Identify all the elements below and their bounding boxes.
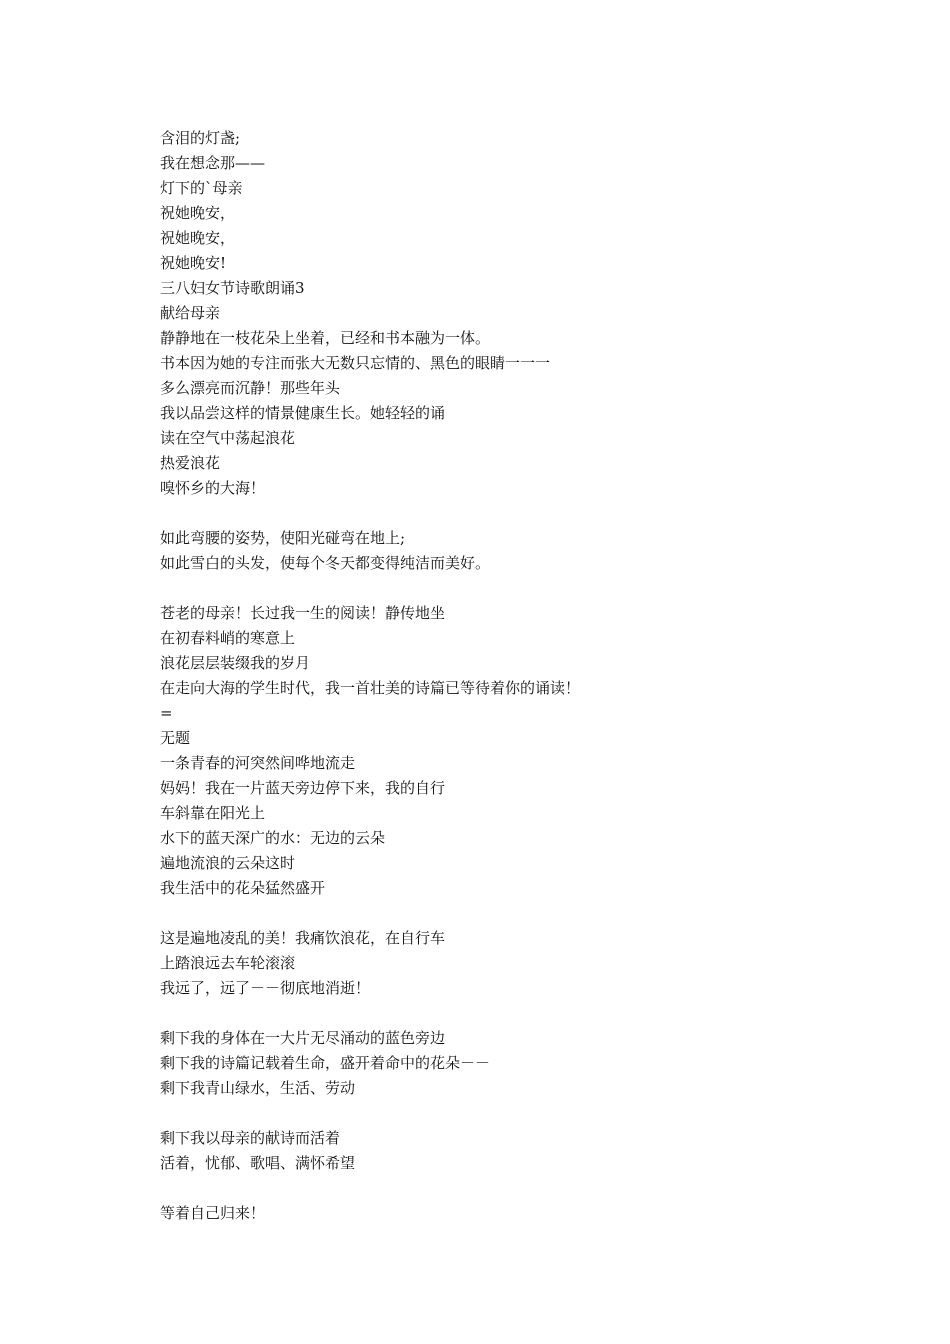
text-line: 我在想念那—— <box>160 154 266 172</box>
text-line: 浪花层层装缀我的岁月 <box>160 654 311 672</box>
poem-title: 无题 <box>160 729 191 747</box>
text-line: 如此雪白的头发，使每个冬天都变得纯洁而美好。 <box>160 554 491 572</box>
text-line: 如此弯腰的姿势，使阳光碰弯在地上; <box>160 529 406 547</box>
section-title: 三八妇女节诗歌朗诵3 <box>160 279 305 297</box>
text-line: 上踏浪远去车轮滚滚 <box>160 954 296 972</box>
text-line: 书本因为她的专注而张大无数只忘情的、黑色的眼睛一一一 <box>160 354 551 372</box>
text-line: 剩下我青山绿水，生活、劳动 <box>160 1079 356 1097</box>
text-line: 活着，忧郁、歌唱、满怀希望 <box>160 1154 356 1172</box>
stanza-break <box>160 501 880 526</box>
stanza-break <box>160 1001 880 1026</box>
text-line: 灯下的`母亲 <box>160 179 243 197</box>
text-line: 剩下我的诗篇记载着生命，盛开着命中的花朵－－ <box>160 1054 491 1072</box>
text-line: 在走向大海的学生时代，我一首壮美的诗篇已等待着你的诵读！ <box>160 679 581 697</box>
text-line: 遍地流浪的云朵这时 <box>160 854 296 872</box>
text-line: 静静地在一枝花朵上坐着，已经和书本融为一体。 <box>160 329 491 347</box>
text-line: 我以品尝这样的情景健康生长。她轻轻的诵 <box>160 404 446 422</box>
poem-title: 献给母亲 <box>160 304 221 322</box>
stanza-break <box>160 901 880 926</box>
text-line: 嗅怀乡的大海！ <box>160 479 266 497</box>
text-line: 祝她晚安， <box>160 229 236 247</box>
text-line: 读在空气中荡起浪花 <box>160 429 296 447</box>
stanza-break <box>160 576 880 601</box>
text-line: 车斜靠在阳光上 <box>160 804 266 822</box>
text-line: 妈妈！我在一片蓝天旁边停下来，我的自行 <box>160 779 446 797</box>
text-line: 含泪的灯盏; <box>160 129 241 147</box>
separator-mark: = <box>160 704 173 722</box>
text-line: 热爱浪花 <box>160 454 221 472</box>
poem-text <box>160 126 880 1226</box>
text-line: 一条青春的河突然间哗地流走 <box>160 754 356 772</box>
text-line: 剩下我的身体在一大片无尽涌动的蓝色旁边 <box>160 1029 446 1047</box>
text-line: 这是遍地凌乱的美！我痛饮浪花，在自行车 <box>160 929 446 947</box>
text-line: 等着自己归来！ <box>160 1204 266 1222</box>
text-line: 祝她晚安! <box>160 254 227 272</box>
text-line: 我远了，远了－－彻底地消逝！ <box>160 979 371 997</box>
text-line: 祝她晚安， <box>160 204 236 222</box>
stanza-break <box>160 1176 880 1201</box>
text-line: 我生活中的花朵猛然盛开 <box>160 879 326 897</box>
text-line: 水下的蓝天深广的水：无边的云朵 <box>160 829 386 847</box>
text-line: 剩下我以母亲的献诗而活着 <box>160 1129 341 1147</box>
text-line: 苍老的母亲！长过我一生的阅读！静传地坐 <box>160 604 446 622</box>
text-line: 多么漂亮而沉静！那些年头 <box>160 379 341 397</box>
text-line: 在初春料峭的寒意上 <box>160 629 296 647</box>
stanza-break <box>160 1101 880 1126</box>
